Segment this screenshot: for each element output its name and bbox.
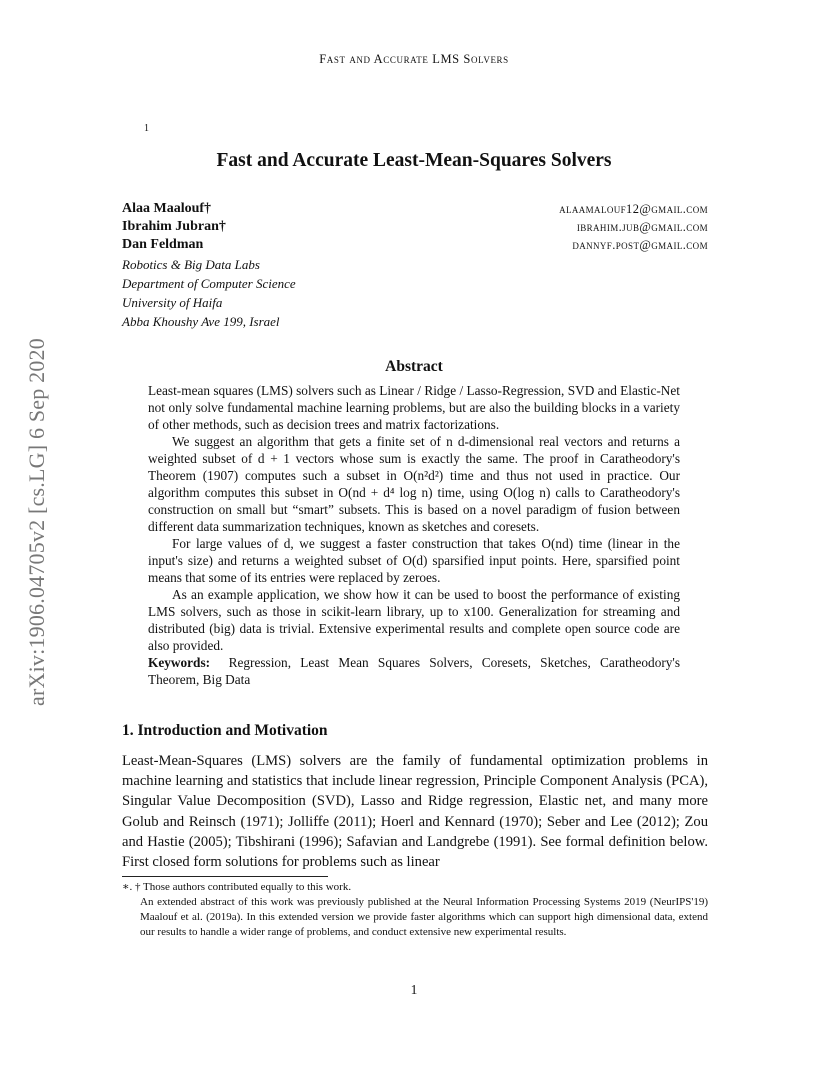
affiliation bbox=[122, 255, 708, 331]
author-name: Dan Feldman bbox=[122, 237, 204, 252]
abstract-paragraph: Least-mean squares (LMS) solvers such as Linear / Ridge / Lasso-Regression, SVD and Elastic-Net not only solve fundamental machine learning problems, but are also the building blocks in a variety of other methods, such as decision trees and matrix factorizations. bbox=[148, 383, 680, 432]
footnote-marker: 1 bbox=[144, 123, 149, 134]
abstract-paragraph: For large values of d, we suggest a faster construction that takes O(nd) time (linear in the input's size) and returns a weighted subset of O(d) sparsified input points. Here, sparsified point means that some of its entries were replaced by zeroes. bbox=[148, 536, 680, 585]
keywords bbox=[148, 654, 680, 688]
intro-paragraph: Least-Mean-Squares (LMS) solvers are the family of fundamental optimization problems in machine learning and statistics that include linear regression, Principle Component Analysis (PCA), Singular Value Decomposition (SVD), Lasso and Ridge regression, Elastic net, and many more Golub and Reinsch (1971); Jolliffe (2011); Hoerl and Kennard (1970); Seber and Lee (2012); Zou and Hastie (2005); Tibshirani (1996); Safavian and Landgrebe (1991). See formal definition below. First closed form solutions for problems such as linear bbox=[122, 753, 708, 871]
author-email[interactable]: dannyf.post@gmail.com bbox=[572, 238, 708, 252]
keywords-list: Regression, Least Mean Squares Solvers, Coresets, Sketches, Caratheodory's Theorem, Big Data bbox=[148, 655, 680, 687]
footnote-equal-contribution: ∗. † Those authors contributed equally to this work. bbox=[122, 881, 352, 893]
page-number: 1 bbox=[410, 982, 418, 997]
author-name: Ibrahim Jubran† bbox=[122, 219, 226, 234]
author-row bbox=[122, 219, 708, 237]
footnote-rule bbox=[122, 876, 328, 877]
affiliation-line: Abba Khoushy Ave 199, Israel bbox=[122, 314, 280, 329]
affiliation-line: Department of Computer Science bbox=[122, 276, 296, 291]
abstract-paragraph: We suggest an algorithm that gets a finite set of n d-dimensional real vectors and returns a weighted subset of d + 1 vectors whose sum is exactly the same. The proof in Caratheodory's Theorem (1907) computes such a subset in O(n²d²) time and thus not used in practice. Our algorithm computes this subset in O(nd + d⁴ log n) time, using O(log n) calls to Caratheodory's construction on small but “smart” subsets. This is based on a novel paradigm of fusion between different data summarization techniques, known as sketches and coresets. bbox=[148, 434, 680, 534]
author-name: Alaa Maalouf† bbox=[122, 201, 212, 216]
author-block bbox=[122, 201, 708, 331]
affiliation-line: Robotics & Big Data Labs bbox=[122, 257, 260, 272]
footnotes bbox=[122, 880, 708, 940]
author-row bbox=[122, 201, 708, 219]
footnote-extended-abstract: An extended abstract of this work was previously published at the Neural Information Processing Systems 2019 (NeurIPS'19) Maalouf et al. (2019a). In this extended version we provide faster algorithms which can support high dimensional data, extend our results to handle a wider range of problems, and conduct extensive new experimental results. bbox=[140, 896, 708, 938]
abstract-paragraph: As an example application, we show how it can be used to boost the performance of existing LMS solvers, such as those in scikit-learn library, up to x100. Generalization for streaming and distributed (big) data is trivial. Extensive experimental results and complete open source code are also provided. bbox=[148, 587, 680, 653]
abstract bbox=[148, 382, 680, 688]
paper-title: Fast and Accurate Least-Mean-Squares Solvers bbox=[216, 150, 612, 171]
section-heading: 1. Introduction and Motivation bbox=[122, 722, 328, 739]
author-email[interactable]: ibrahim.jub@gmail.com bbox=[576, 220, 708, 234]
abstract-heading: Abstract bbox=[385, 358, 443, 375]
keywords-label: Keywords: bbox=[148, 655, 211, 670]
affiliation-line: University of Haifa bbox=[122, 295, 223, 310]
arxiv-id: arXiv:1906.04705v2 [cs.LG] 6 Sep 2020 bbox=[24, 338, 49, 706]
author-email[interactable]: alaamalouf12@gmail.com bbox=[559, 202, 708, 216]
author-row bbox=[122, 237, 708, 255]
running-head: Fast and Accurate LMS Solvers bbox=[319, 52, 509, 66]
intro-body bbox=[122, 751, 708, 872]
